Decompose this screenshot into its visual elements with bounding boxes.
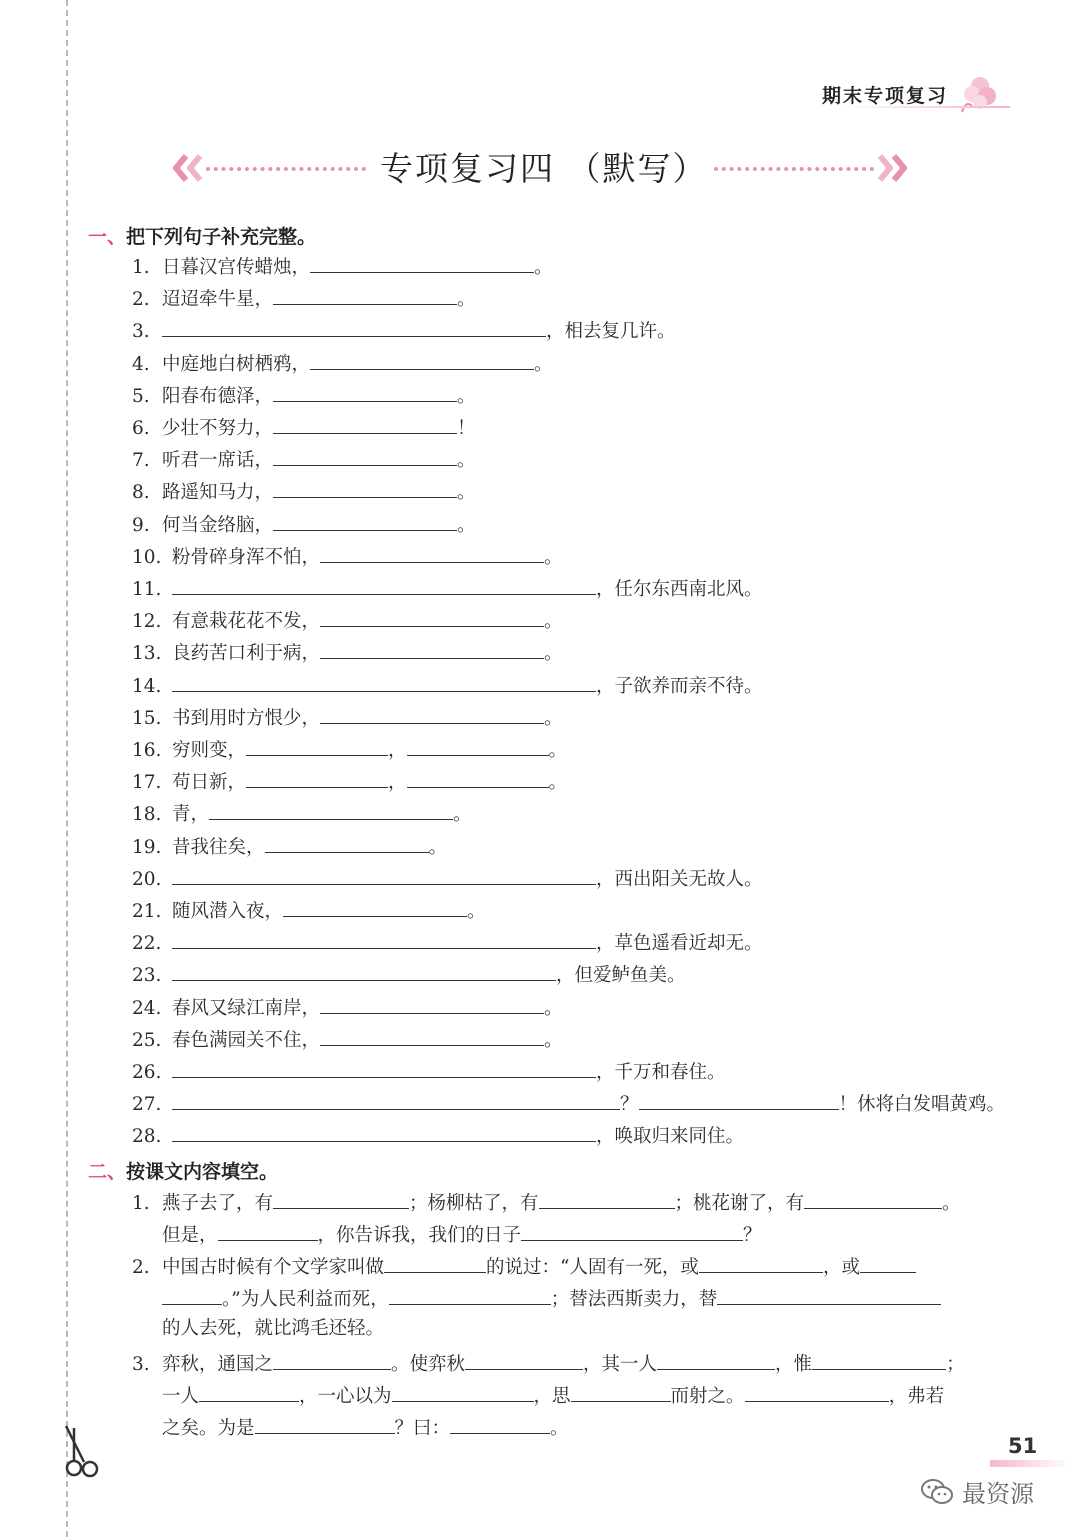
page-title: 专项复习四 （默写） (380, 149, 708, 188)
text: 有意栽花花不发， (172, 611, 321, 633)
fill-blank[interactable] (539, 1190, 675, 1209)
fill-blank[interactable] (172, 673, 396, 692)
text: ？ (743, 1225, 762, 1246)
text: ； (946, 1354, 965, 1375)
fill-blank[interactable] (396, 930, 596, 949)
text: 。 (534, 353, 553, 375)
item-number: 7. (132, 450, 150, 472)
item-number: 3. (132, 1354, 150, 1375)
fill-blank[interactable] (320, 995, 544, 1014)
text: 何当金络脑， (162, 514, 274, 536)
item-number: 17. (132, 772, 162, 794)
s1-item-10 (132, 544, 563, 569)
s1-item-22 (132, 930, 763, 955)
fill-blank[interactable] (273, 447, 457, 466)
s2-q2-line2 (162, 1286, 941, 1311)
item-number: 16. (132, 740, 162, 761)
item-number: 9. (132, 514, 150, 536)
text: ；桃花谢了，有 (674, 1193, 805, 1214)
item-number: 4. (132, 353, 150, 375)
text: 春色满园关不住， (172, 1029, 321, 1051)
section-2-number: 二、 (88, 1161, 127, 1183)
fill-blank[interactable] (320, 705, 544, 724)
fill-blank[interactable] (172, 962, 356, 981)
fill-blank[interactable] (657, 1351, 775, 1370)
item-number: 1. (132, 1193, 150, 1214)
s2-q3-line3 (162, 1415, 569, 1440)
fill-blank[interactable] (320, 1027, 544, 1046)
item-number: 21. (132, 901, 162, 922)
text: ，你告诉我，我们的日子 (317, 1225, 522, 1246)
fill-blank[interactable] (265, 834, 429, 853)
fill-blank[interactable] (273, 479, 457, 498)
s2-q2-line3 (162, 1318, 384, 1340)
text: 中国古时候有个文学家叫做 (162, 1257, 385, 1278)
fill-blank[interactable] (162, 318, 346, 337)
fill-blank[interactable] (255, 1415, 395, 1434)
fill-blank[interactable] (310, 351, 534, 370)
s1-item-8 (132, 479, 476, 504)
fill-blank[interactable] (172, 866, 396, 885)
text: ，相去复几许。 (546, 321, 676, 343)
fill-blank[interactable] (273, 1190, 409, 1209)
item-number: 26. (132, 1062, 162, 1083)
s1-item-16 (132, 737, 567, 762)
s1-item-6 (132, 415, 476, 440)
text: ，西出阳关无故人。 (596, 868, 763, 890)
page-number: 51 (1008, 1434, 1038, 1458)
fill-blank[interactable] (745, 1383, 889, 1402)
fill-blank[interactable] (172, 1059, 396, 1078)
item-number: 8. (132, 482, 150, 504)
item-number: 24. (132, 997, 162, 1019)
section-1-heading (88, 222, 316, 249)
s1-item-19 (132, 834, 447, 859)
text: ，子欲养而亲不待。 (596, 675, 763, 697)
header-underline (840, 106, 1010, 108)
text: 中庭地白树栖鸦， (162, 353, 311, 375)
section-2-title: 按课文内容填空。 (126, 1161, 279, 1183)
s1-item-24 (132, 995, 563, 1020)
fill-blank[interactable] (209, 801, 453, 820)
s1-item-7 (132, 447, 476, 472)
s1-item-11 (132, 576, 763, 601)
text: 春风又绿江南岸， (172, 997, 321, 1019)
text: 。 (534, 257, 553, 278)
fill-blank[interactable] (396, 673, 596, 692)
text: 。 (457, 385, 476, 407)
text: 。 (544, 643, 563, 665)
s1-item-5 (132, 383, 476, 408)
title-dots-right (714, 167, 874, 171)
text: ， (388, 772, 407, 794)
fill-blank[interactable] (273, 415, 457, 434)
text: 的人去死，就比鸿毛还轻。 (162, 1318, 385, 1339)
fill-blank[interactable] (450, 1415, 550, 1434)
text: ，或 (822, 1257, 860, 1278)
fill-blank[interactable] (273, 383, 457, 402)
text: ；替法西斯卖力，替 (550, 1289, 718, 1310)
s1-item-18 (132, 801, 472, 826)
s1-item-4 (132, 351, 553, 376)
text: 穷则变， (172, 740, 247, 761)
fill-blank[interactable] (273, 286, 457, 305)
s1-item-1 (132, 254, 553, 279)
s1-item-9 (132, 512, 476, 537)
text: 但是， (162, 1225, 218, 1246)
text: 听君一席话， (162, 450, 274, 472)
text: ，草色遥看近却无。 (596, 933, 763, 955)
text: 苟日新， (172, 772, 247, 794)
fill-blank[interactable] (320, 544, 544, 563)
s1-item-2 (132, 286, 476, 311)
text: ， (388, 740, 407, 761)
text: 日暮汉宫传蜡烛， (162, 257, 311, 278)
s1-item-26 (132, 1059, 726, 1084)
text: ，千万和春住。 (596, 1062, 726, 1083)
s1-item-3 (132, 318, 676, 343)
text: 书到用时方恨少， (172, 707, 321, 729)
fill-blank[interactable] (172, 1123, 396, 1142)
text: 。 (544, 997, 563, 1019)
text: 。 (457, 289, 476, 311)
fill-blank[interactable] (310, 254, 534, 273)
fill-blank[interactable] (812, 1351, 946, 1370)
text: 。 (544, 707, 563, 729)
text: 。 (453, 804, 472, 826)
text: 。 (457, 514, 476, 536)
text: 之矣。为是 (162, 1418, 255, 1439)
page-number-bar (990, 1460, 1070, 1467)
title-row (170, 140, 910, 198)
fill-blank[interactable] (639, 1091, 839, 1110)
fill-blank[interactable] (246, 737, 388, 756)
fill-blank[interactable] (320, 640, 544, 659)
item-number: 10. (132, 546, 162, 568)
s2-q2-line1 (132, 1254, 916, 1279)
watermark (920, 1474, 1034, 1509)
header-title: 期末专项复习 (821, 84, 948, 107)
item-number: 23. (132, 965, 162, 987)
text: 燕子去了，有 (162, 1193, 274, 1214)
text: 随风潜入夜， (172, 901, 284, 922)
text: 少壮不努力， (162, 418, 274, 439)
item-number: 19. (132, 836, 162, 858)
item-number: 2. (132, 1257, 150, 1278)
flower-decoration-icon (958, 72, 1002, 116)
double-chevron-left-icon (170, 152, 206, 184)
text: ，其一人 (583, 1354, 658, 1375)
text: 。使弈秋 (391, 1354, 466, 1375)
fill-blank[interactable] (396, 1091, 620, 1110)
item-number: 18. (132, 804, 162, 826)
fill-blank[interactable] (571, 1383, 671, 1402)
item-number: 13. (132, 643, 162, 665)
fill-blank[interactable] (320, 608, 544, 627)
s1-item-25 (132, 1027, 563, 1052)
text: 。 (457, 482, 476, 504)
text: 粉骨碎身浑不怕， (172, 546, 321, 568)
text: 路遥知马力， (162, 482, 274, 504)
text: ，弗若 (888, 1386, 945, 1407)
text: ，惟 (775, 1354, 813, 1375)
item-number: 14. (132, 675, 162, 697)
fill-blank[interactable] (346, 318, 546, 337)
section-1-number: 一、 (88, 226, 127, 248)
text: 。 (548, 740, 568, 761)
fill-blank[interactable] (396, 866, 596, 885)
text: 。 (544, 611, 563, 633)
s1-item-13 (132, 640, 563, 665)
text: ？曰： (394, 1418, 451, 1439)
item-number: 2. (132, 289, 150, 311)
text: 。 (550, 1418, 569, 1439)
fill-blank[interactable] (465, 1351, 583, 1370)
text: 青， (172, 804, 210, 826)
item-number: 28. (132, 1126, 162, 1148)
item-number: 20. (132, 868, 162, 890)
text: ；杨柳枯了，有 (409, 1193, 539, 1214)
item-number: 3. (132, 321, 150, 343)
fill-blank[interactable] (172, 1091, 396, 1110)
fill-blank[interactable] (199, 1383, 299, 1402)
item-number: 22. (132, 933, 162, 955)
fill-blank[interactable] (384, 1254, 486, 1273)
s2-q1-line1 (132, 1190, 961, 1215)
section-2-heading (88, 1157, 278, 1184)
s2-q3-line2 (162, 1383, 944, 1408)
fill-blank[interactable] (699, 1254, 823, 1273)
fill-blank[interactable] (273, 1351, 391, 1370)
s1-item-23 (132, 962, 686, 987)
fill-blank[interactable] (172, 576, 396, 595)
text: 。 (467, 901, 486, 922)
text: 。 (457, 450, 476, 472)
item-number: 15. (132, 707, 162, 729)
fill-blank[interactable] (392, 1383, 534, 1402)
text: 。 (428, 836, 448, 858)
text: 弈秋，通国之 (162, 1354, 274, 1375)
text: 迢迢牵牛星， (162, 289, 274, 311)
fill-blank[interactable] (283, 898, 467, 917)
double-chevron-right-icon (874, 152, 910, 184)
text: ，唤取归来同住。 (596, 1126, 745, 1148)
fill-blank[interactable] (396, 576, 596, 595)
fill-blank[interactable] (172, 930, 396, 949)
text: ，任尔东西南北风。 (596, 579, 763, 600)
item-number: 27. (132, 1094, 162, 1116)
s1-item-20 (132, 866, 763, 891)
s1-item-27 (132, 1091, 1005, 1116)
text: ？ (620, 1094, 639, 1116)
s1-item-28 (132, 1123, 744, 1148)
fill-blank[interactable] (407, 737, 549, 756)
fill-blank[interactable] (717, 1286, 941, 1305)
fill-blank[interactable] (246, 769, 388, 788)
s1-item-14 (132, 673, 763, 698)
watermark-text: 最资源 (962, 1480, 1034, 1508)
text: 良药苦口利于病， (172, 643, 321, 665)
fill-blank[interactable] (396, 1123, 596, 1142)
s1-item-12 (132, 608, 563, 633)
text: 。 (942, 1193, 961, 1214)
page-header (822, 72, 1002, 116)
text: 。”为人民利益而死， (222, 1289, 389, 1310)
text: 。 (544, 546, 563, 568)
s1-item-17 (132, 769, 567, 794)
text: ，但爱鲈鱼美。 (556, 965, 686, 987)
item-number: 5. (132, 385, 150, 407)
item-number: 6. (132, 418, 150, 439)
item-number: 11. (132, 579, 162, 600)
s2-q3-line1 (132, 1351, 965, 1376)
fill-blank[interactable] (804, 1190, 942, 1209)
fill-blank[interactable] (356, 962, 556, 981)
fill-blank[interactable] (389, 1286, 551, 1305)
text: 一人 (162, 1386, 200, 1407)
text: ，思 (533, 1386, 571, 1407)
text: 昔我往矣， (172, 836, 265, 858)
s2-q1-line2 (162, 1222, 762, 1247)
fill-blank[interactable] (860, 1254, 916, 1273)
text: ！休将白发唱黄鸡。 (838, 1094, 1006, 1116)
text: 。 (544, 1029, 563, 1051)
text: ！ (457, 418, 476, 439)
s1-item-21 (132, 898, 486, 923)
scissors-icon (60, 1424, 102, 1480)
text: 。 (548, 772, 568, 794)
item-number: 1. (132, 257, 150, 278)
text: 的说过：“人固有一死，或 (486, 1257, 699, 1278)
fill-blank[interactable] (218, 1222, 318, 1241)
fill-blank[interactable] (273, 512, 457, 531)
item-number: 25. (132, 1029, 162, 1051)
cut-line (66, 0, 68, 1537)
wechat-icon (920, 1478, 954, 1506)
s1-item-15 (132, 705, 563, 730)
section-1-title: 把下列句子补充完整。 (126, 226, 317, 248)
fill-blank[interactable] (407, 769, 549, 788)
fill-blank[interactable] (521, 1222, 743, 1241)
text: 阳春布德泽， (162, 385, 274, 407)
title-dots-left (206, 167, 366, 171)
item-number: 12. (132, 611, 162, 633)
fill-blank[interactable] (396, 1059, 596, 1078)
text: 而射之。 (670, 1386, 745, 1407)
fill-blank[interactable] (162, 1286, 222, 1305)
text: ，一心以为 (299, 1386, 392, 1407)
